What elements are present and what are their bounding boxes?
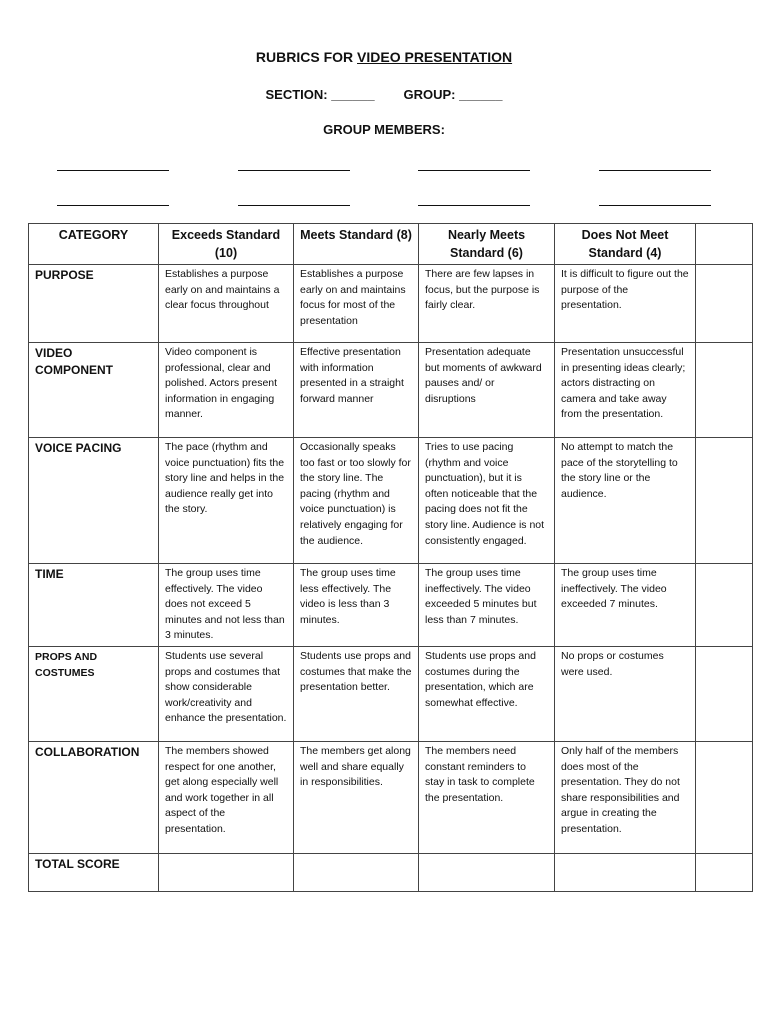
- table-row: [29, 343, 753, 438]
- category-cell: VOICE PACING: [29, 438, 159, 564]
- score-cell[interactable]: [696, 646, 753, 741]
- member-blank-7[interactable]: [418, 205, 530, 206]
- meets-cell: Students use props and costumes that make the presentation better.: [294, 646, 419, 741]
- rubric-table: [28, 223, 753, 892]
- nearly-cell: Students use props and costumes during the presentation, which are somewhat effective.: [419, 646, 555, 741]
- category-cell: COLLABORATION: [29, 741, 159, 853]
- category-cell: TOTAL SCORE: [29, 853, 159, 891]
- total-score-row: [29, 853, 753, 891]
- does-not-cell: It is difficult to figure out the purpose of the presentation.: [555, 265, 696, 343]
- table-row: [29, 646, 753, 741]
- nearly-cell: Tries to use pacing (rhythm and voice punctuation), but it is often noticeable that the pacing does not fit the story line. Audience is not consistently engaged.: [419, 438, 555, 564]
- meets-cell: Establishes a purpose early on and maintains focus for most of the presentation: [294, 265, 419, 343]
- does-not-cell: Only half of the members does most of the presentation. They do not share responsibilities and argue in creating the presentation.: [555, 741, 696, 853]
- does-not-cell: The group uses time ineffectively. The video exceeded 7 minutes.: [555, 564, 696, 647]
- page-title: [0, 49, 768, 65]
- meets-cell: Occasionally speaks too fast or too slowly for the story line. The pacing (rhythm and voice punctuation) is relatively engaging for the audience.: [294, 438, 419, 564]
- header-exceeds: Exceeds Standard (10): [159, 224, 294, 265]
- score-cell[interactable]: [696, 438, 753, 564]
- member-blank-4[interactable]: [599, 170, 711, 171]
- score-cell[interactable]: [696, 741, 753, 853]
- table-row: [29, 564, 753, 647]
- member-blank-6[interactable]: [238, 205, 350, 206]
- exceeds-cell: The group uses time effectively. The video does not exceed 5 minutes and not less than 3 minutes.: [159, 564, 294, 647]
- table-row: [29, 438, 753, 564]
- member-blank-3[interactable]: [418, 170, 530, 171]
- exceeds-cell: The members showed respect for one another, get along especially well and work together in all aspect of the presentation.: [159, 741, 294, 853]
- does-not-cell: No attempt to match the pace of the storytelling to the story line or the audience.: [555, 438, 696, 564]
- score-cell[interactable]: [696, 265, 753, 343]
- does-not-cell: Presentation unsuccessful in presenting ideas clearly; actors distracting on camera and take away from the presentation.: [555, 343, 696, 438]
- category-cell: TIME: [29, 564, 159, 647]
- exceeds-cell: The pace (rhythm and voice punctuation) fits the story line and helps in the audience really get into the story.: [159, 438, 294, 564]
- header-score: [696, 224, 753, 265]
- nearly-cell: There are few lapses in focus, but the purpose is fairly clear.: [419, 265, 555, 343]
- nearly-cell: Presentation adequate but moments of awkward pauses and/ or disruptions: [419, 343, 555, 438]
- meets-cell: The group uses time less effectively. The video is less than 3 minutes.: [294, 564, 419, 647]
- does-not-cell: No props or costumes were used.: [555, 646, 696, 741]
- member-blank-1[interactable]: [57, 170, 169, 171]
- meets-cell[interactable]: [294, 853, 419, 891]
- header-nearly: Nearly Meets Standard (6): [419, 224, 555, 265]
- member-blank-5[interactable]: [57, 205, 169, 206]
- nearly-cell: The group uses time ineffectively. The video exceeded 5 minutes but less than 7 minutes.: [419, 564, 555, 647]
- group-members-label: GROUP MEMBERS:: [323, 122, 445, 137]
- header-row: [29, 224, 753, 265]
- section-group-line: SECTION: ______ GROUP: ______: [265, 87, 503, 102]
- meets-cell: Effective presentation with information presented in a straight forward manner: [294, 343, 419, 438]
- exceeds-cell[interactable]: [159, 853, 294, 891]
- score-cell[interactable]: [696, 853, 753, 891]
- nearly-cell: The members need constant reminders to stay in task to complete the presentation.: [419, 741, 555, 853]
- table-row: [29, 265, 753, 343]
- category-cell: VIDEO COMPONENT: [29, 343, 159, 438]
- member-blank-8[interactable]: [599, 205, 711, 206]
- exceeds-cell: Establishes a purpose early on and maintains a clear focus throughout: [159, 265, 294, 343]
- category-cell: PURPOSE: [29, 265, 159, 343]
- header-meets: Meets Standard (8): [294, 224, 419, 265]
- table-row: [29, 741, 753, 853]
- does-not-cell[interactable]: [555, 853, 696, 891]
- header-category: CATEGORY: [29, 224, 159, 265]
- nearly-cell[interactable]: [419, 853, 555, 891]
- score-cell[interactable]: [696, 564, 753, 647]
- title-underlined: VIDEO PRESENTATION: [357, 49, 513, 65]
- title-prefix: RUBRICS FOR: [255, 49, 358, 65]
- header-does-not: Does Not Meet Standard (4): [555, 224, 696, 265]
- member-blank-2[interactable]: [238, 170, 350, 171]
- exceeds-cell: Students use several props and costumes that show considerable work/creativity and enhance the presentation.: [159, 646, 294, 741]
- score-cell[interactable]: [696, 343, 753, 438]
- exceeds-cell: Video component is professional, clear and polished. Actors present information in engaging manner.: [159, 343, 294, 438]
- meets-cell: The members get along well and share equally in responsibilities.: [294, 741, 419, 853]
- category-cell: PROPS AND COSTUMES: [29, 646, 159, 741]
